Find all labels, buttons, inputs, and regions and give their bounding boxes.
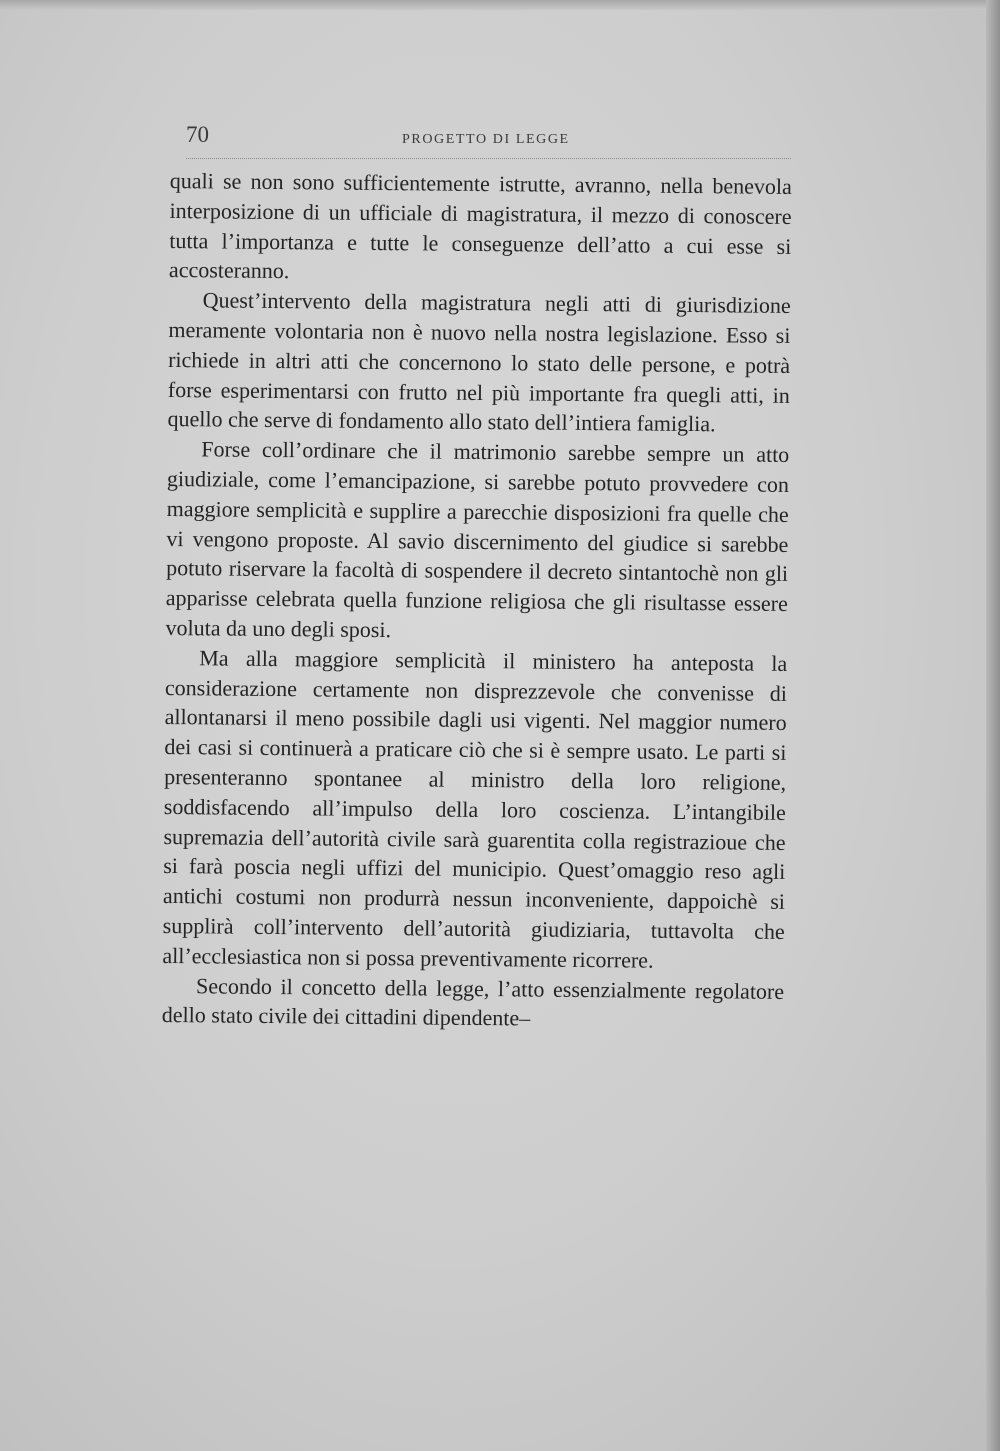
scan-top-edge (0, 0, 1000, 10)
scan-right-edge (986, 0, 1000, 1451)
page-header (186, 122, 791, 162)
paragraph: Secondo il concetto della legge, l’atto essenzialmente regolatore dello stato civile dei cittadini dipendente– (161, 972, 785, 1031)
page-number: 70 (186, 122, 209, 147)
paragraph: Forse coll’ordinare che il matrimonio sarebbe sempre un atto giudiziale, come l’emancipazione, si sarebbe potuto provvedere con maggiore semplicità e supplire a parecchie disposizioni fra quelle che vi vengono proposte. Al savio discernimento del giudice si sarebbe potuto riservare la facoltà di sospendere il decreto sintantochè non gli apparisse celebrata quella funzione religiosa che gli risultasse essere voluta da uno degli sposi. (165, 436, 790, 643)
paragraph: quali se non sono sufficientemente istrutte, avranno, nella benevola interposizione di un ufficiale di magistratura, il mezzo di conoscere tutta l’importanza e tutte le conseguenze dell’atto a cui esse si accosteranno. (168, 167, 792, 284)
body-text (162, 166, 792, 1036)
paragraph: Ma alla maggiore semplicità il ministero ha anteposta la considerazione certamente non disprezzevole che convenisse di allontanarsi il meno possibile dagli usi vigenti. Nel maggior numero dei casi si continuerà a praticare ciò che si è sempre usato. Le parti si presenteranno spontanee al ministro della loro religione, soddisfacendo all’impulso della loro coscienza. L’intangibile supremazia dell’autorità civile sarà guarentita colla registrazioue che si farà poscia negli uffizi del municipio. Quest’omaggio reso agli antichi costumi non produrrà nessun inconveniente, dappoichè si supplirà coll’intervento dell’autorità giudiziaria, tuttavolta che all’ecclesiastica non si possa preventivamente ricorrere. (162, 645, 788, 973)
running-title: PROGETTO DI LEGGE (402, 132, 570, 147)
paragraph: Quest’intervento della magistratura negli atti di giurisdizione meramente volontaria non è nuovo nella nostra legislazione. Esso si richiede in altri atti che concernono lo stato delle persone, e potrà forse esperimentarsi con frutto nel più importante fra quegli atti, in quello che serve di fondamento allo stato dell’intiera famiglia. (167, 287, 791, 437)
header-rule (186, 158, 791, 159)
